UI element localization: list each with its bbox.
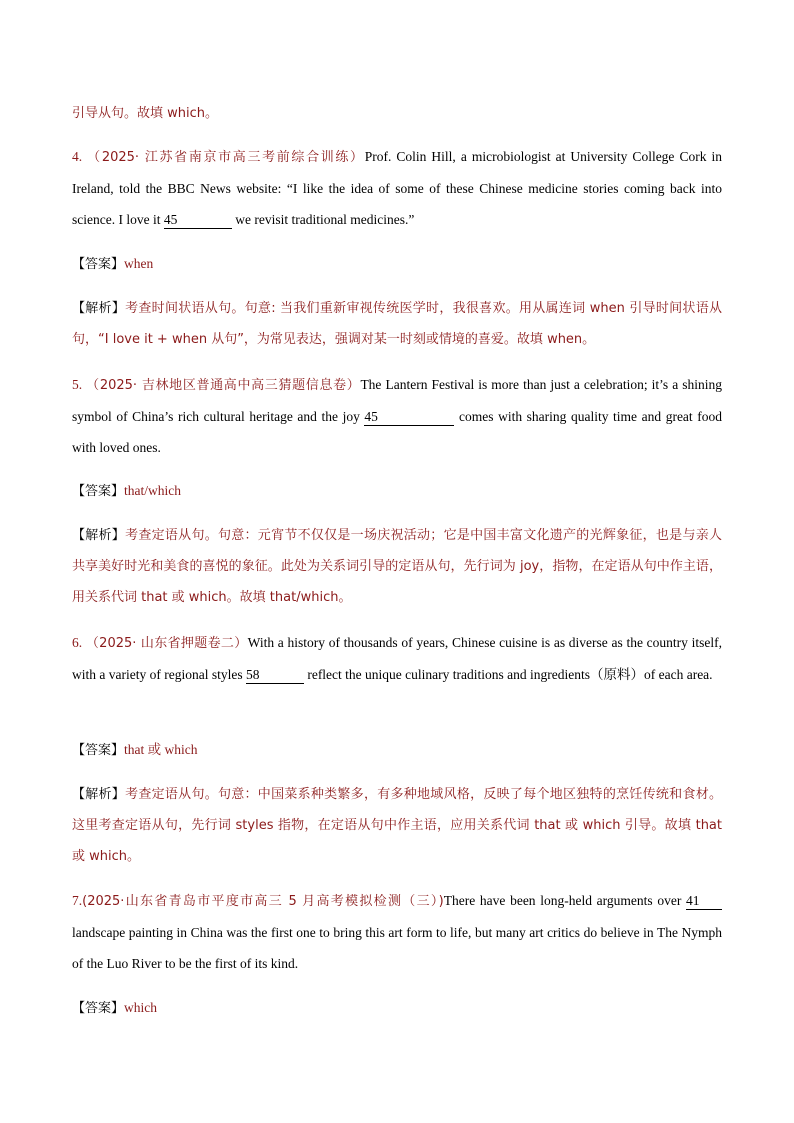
answer-label: 【答案】	[72, 484, 125, 499]
question-number: 7.	[72, 893, 83, 908]
question-source: （2025· 吉林地区普通高中高三猜题信息卷）	[86, 378, 361, 393]
question-text-after: landscape painting in China was the first one to bring this art form to life, but many art critics do believe in The Nymph of the Luo River to be the first of its kind.	[72, 925, 722, 971]
question-source: （2025· 江苏省南京市高三考前综合训练）	[87, 150, 365, 165]
answer-5	[72, 475, 722, 507]
question-text-before: With a history of thousands of years, Chinese cuisine is as diverse as the country itself, with a variety of regional styles	[72, 635, 722, 682]
answer-value: which	[124, 1000, 158, 1015]
answer-6	[72, 734, 722, 766]
answer-value: when	[124, 256, 154, 271]
answer-blank: 45	[164, 212, 232, 229]
answer-label: 【答案】	[72, 1001, 125, 1016]
analysis-label: 【解析】	[72, 528, 126, 543]
answer-blank: 58	[246, 667, 304, 684]
answer-label: 【答案】	[72, 257, 125, 272]
question-text-after: we revisit traditional medicines.”	[231, 212, 415, 227]
question-text-before: Prof. Colin Hill, a microbiologist at University College Cork in Ireland, told the BBC News website: “I like the idea of some of these Chinese medicine stories coming back into science. I love it	[72, 149, 722, 227]
analysis-text: 考查时间状语从句。句意: 当我们重新审视传统医学时，我很喜欢。用从属连词 when 引导时间状语从句，“I love it + when 从句”，为常见表达，强调对某一时刻或情境的喜爱。故填 when。	[72, 301, 722, 347]
question-text-before: There have been long-held arguments over	[443, 893, 686, 908]
question-text-after: reflect the unique culinary traditions and ingredients（原料）of each area.	[303, 667, 713, 682]
analysis-4	[72, 293, 722, 355]
analysis-label: 【解析】	[72, 301, 126, 316]
question-number: 6.	[72, 635, 83, 650]
question-number: 5.	[72, 377, 83, 392]
question-source: （2025· 山东省押题卷二）	[85, 636, 248, 651]
answer-4	[72, 248, 722, 280]
analysis-label: 【解析】	[72, 787, 126, 802]
question-text-before: The Lantern Festival is more than just a celebration; it’s a shining symbol of China’s rich cultural heritage and the joy	[72, 377, 723, 424]
analysis-text: 考查定语从句。句意：元宵节不仅仅是一场庆祝活动；它是中国丰富文化遗产的光辉象征，也是与亲人共享美好时光和美食的喜悦的象征。此处为关系词引导的定语从句，先行词为 joy，指物，在定语从句中作主语，用关系代词 that 或 which。故填 that/which。	[72, 528, 722, 605]
question-7	[72, 885, 722, 979]
continuation-text	[72, 97, 722, 129]
question-text-after: comes with sharing quality time and great food with loved ones.	[72, 409, 723, 455]
answer-value: that 或 which	[124, 742, 198, 757]
answer-label: 【答案】	[72, 743, 125, 758]
question-number: 4.	[72, 149, 83, 164]
question-5	[72, 369, 722, 463]
answer-value: that/which	[124, 483, 182, 498]
answer-blank: 45	[364, 409, 454, 426]
question-6	[72, 627, 722, 690]
analysis-text: 考查定语从句。句意：中国菜系种类繁多，有多种地域风格，反映了每个地区独特的烹饪传统和食材。这里考查定语从句，先行词 styles 指物，在定语从句中作主语，应用关系代词 that 或 which 引导。故填 that 或 which。	[72, 787, 722, 864]
question-source: (2025·山东省青岛市平度市高三 5 月高考模拟检测（三）)	[82, 894, 444, 909]
answer-blank: 41	[686, 893, 722, 910]
analysis-5	[72, 520, 722, 613]
analysis-6	[72, 779, 722, 872]
continuation-sentence: 引导从句。故填 which。	[72, 106, 219, 121]
answer-7	[72, 992, 722, 1024]
question-4	[72, 141, 722, 235]
